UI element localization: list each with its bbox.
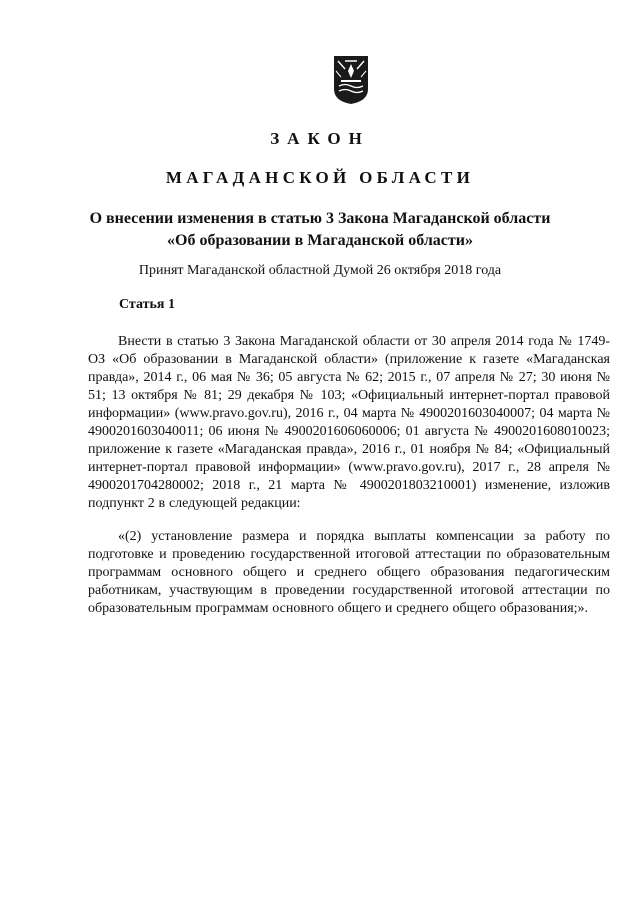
law-title: ЗАКОН	[270, 129, 370, 148]
law-subject-line-1: О внесении изменения в статью 3 Закона Магаданской области	[89, 210, 551, 227]
law-subject	[0, 208, 640, 252]
law-subject-line-2: «Об образовании в Магаданской области»	[167, 232, 473, 249]
adoption-statement: Принят Магаданской областной Думой 26 октября 2018 года	[138, 263, 502, 278]
article-paragraph-2: «(2) установление размера и порядка выплаты компенсации за работу по подготовке и проведению государственной итоговой аттестации по образовательным программам основного общего и среднего общего образования педагогическим работникам, участвующим в проведении государственной итоговой аттестации по образовательным программам основного общего и среднего общего образования;».	[88, 529, 610, 616]
coat-of-arms-icon	[333, 55, 369, 105]
article-paragraph-1: Внести в статью 3 Закона Магаданской области от 30 апреля 2014 года № 1749-ОЗ «Об образовании в Магаданской области» (приложение к газете «Магаданская правда», 2014 г., 06 мая № 36; 05 августа № 62; 2015 г., 07 апреля № 27; 30 июня № 51; 13 октября № 81; 29 декабря № 103; «Официальный интернет-портал правовой информации» (www.pravo.gov.ru), 2016 г., 04 марта № 4900201603040007; 04 марта № 4900201603040011; 06 июня № 4900201606060006; 01 августа № 4900201608010023; приложение к газете «Магаданская правда», 2016 г., 01 ноября № 84; «Официальный интернет-портал правовой информации» (www.pravo.gov.ru), 2017 г., 28 апреля № 4900201704280002; 2018 г., 21 марта № 4900201803210001) изменение, изложив подпункт 2 в следующей редакции:	[88, 334, 610, 511]
article-heading: Статья 1	[119, 297, 175, 312]
region-title: МАГАДАНСКОЙ ОБЛАСТИ	[165, 168, 475, 187]
